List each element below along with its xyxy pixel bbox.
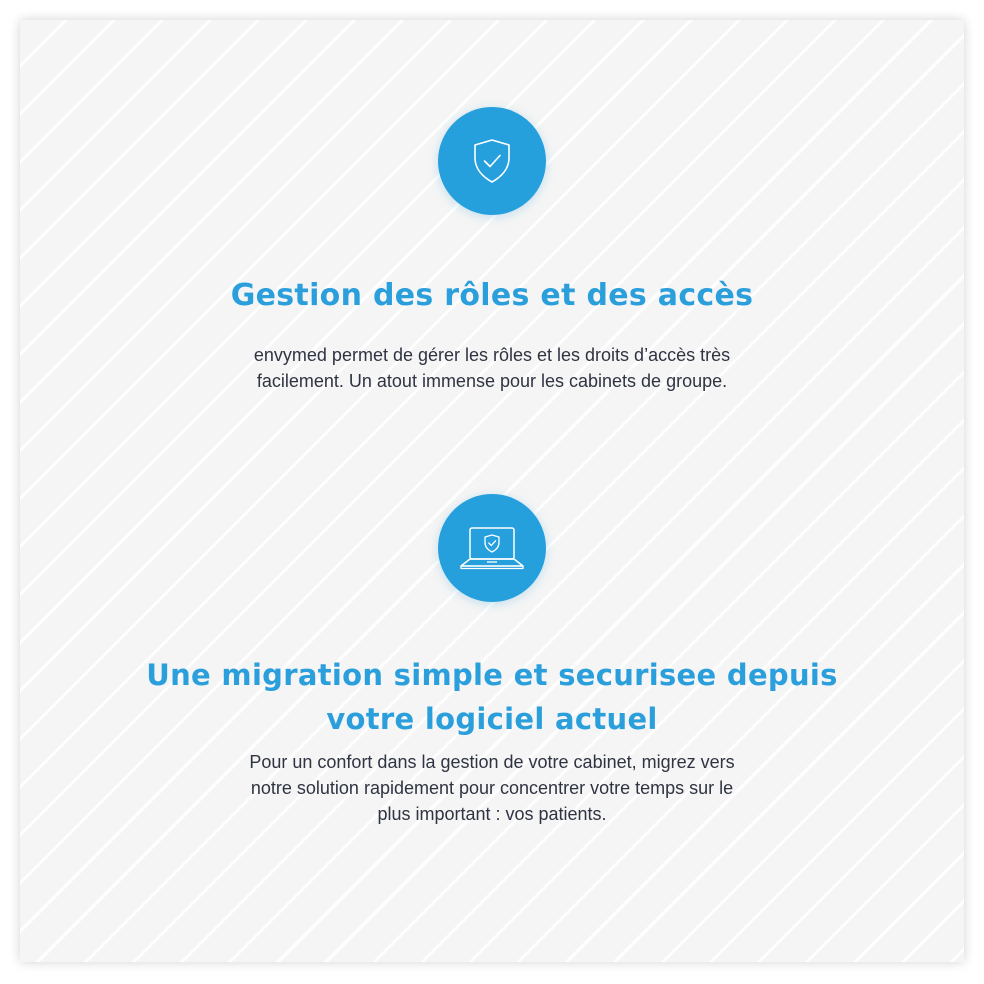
description-line: plus important : vos patients. — [377, 804, 607, 824]
description-line: notre solution rapidement pour concentrer votre temps sur le — [250, 778, 734, 798]
title-line: Une migration simple et securisee depuis — [146, 658, 838, 692]
icon-badge-circle — [438, 107, 546, 215]
icon-badge-circle — [438, 494, 546, 602]
features-card — [20, 20, 964, 962]
feature-description — [20, 342, 964, 394]
feature-roles-access — [20, 107, 964, 394]
feature-title — [20, 653, 964, 741]
shield-check-icon — [472, 138, 512, 184]
feature-description — [20, 749, 964, 827]
laptop-shield-icon — [456, 525, 528, 571]
feature-title: Gestion des rôles et des accès — [230, 278, 754, 313]
feature-migration — [20, 494, 964, 827]
description-line: envymed permet de gérer les rôles et les droits d’accès très — [253, 345, 731, 365]
title-line: votre logiciel actuel — [326, 702, 658, 736]
description-line: Pour un confort dans la gestion de votre cabinet, migrez vers — [249, 752, 735, 772]
description-line: facilement. Un atout immense pour les cabinets de groupe. — [256, 371, 728, 391]
